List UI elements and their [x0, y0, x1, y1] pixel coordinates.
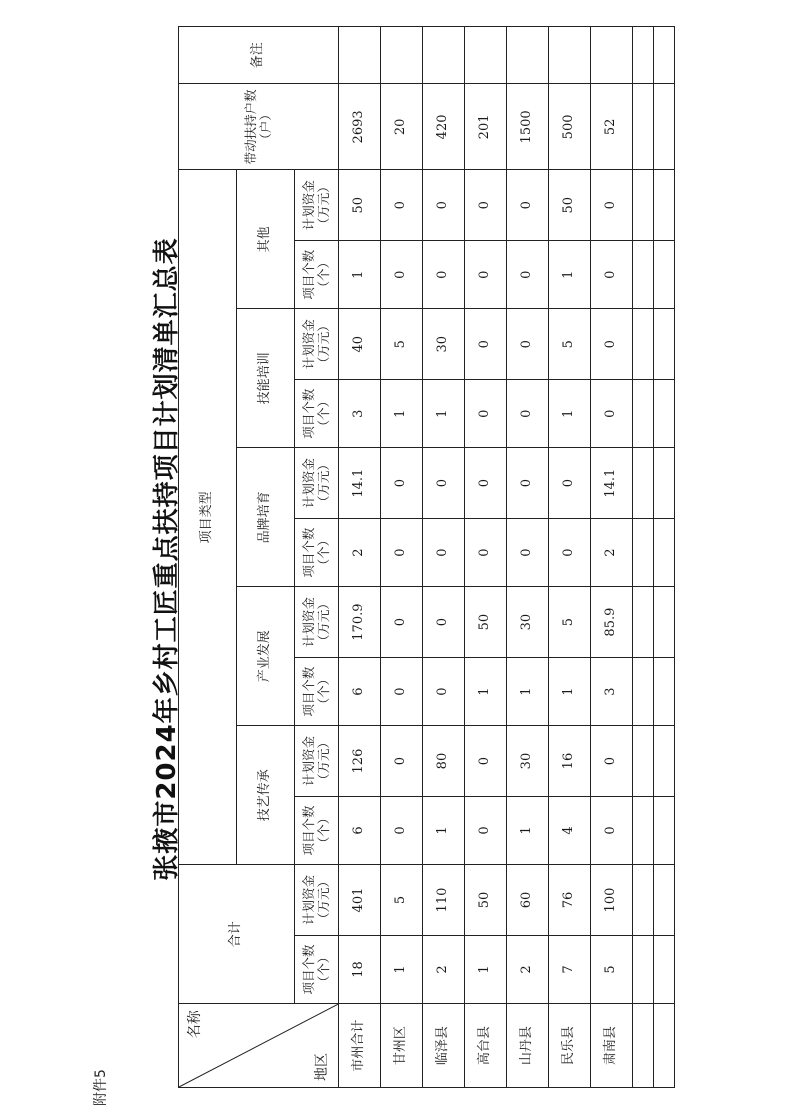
craft-fund-cell: 0 — [465, 726, 507, 797]
other-count-header: 项目个数（个） — [295, 241, 339, 309]
total-fund-cell: 5 — [381, 865, 423, 936]
brand-count-cell: 0 — [507, 518, 549, 586]
other-fund-cell: 50 — [549, 170, 591, 241]
industry-count-cell: 0 — [423, 657, 465, 725]
training-count-cell: 0 — [591, 379, 633, 447]
brand-fund-cell: 0 — [507, 448, 549, 519]
table-row — [591, 27, 633, 1088]
diagonal-header-cell — [179, 1004, 339, 1088]
craft-fund-cell: 0 — [591, 726, 633, 797]
brand-count-cell: 2 — [339, 518, 381, 586]
craft-count-cell: 0 — [465, 796, 507, 864]
training-fund-cell: 30 — [423, 309, 465, 380]
craft-count-cell: 1 — [507, 796, 549, 864]
category-header-craft: 技艺传承 — [237, 726, 295, 865]
region-cell: 市州合计 — [339, 1004, 381, 1088]
table-row — [381, 27, 423, 1088]
total-count-cell: 5 — [591, 935, 633, 1003]
craft-count-header: 项目个数（个） — [295, 796, 339, 864]
category-header-training: 技能培训 — [237, 309, 295, 448]
brand-count-cell: 0 — [549, 518, 591, 586]
other-count-cell: 1 — [549, 241, 591, 309]
total-fund-cell: 60 — [507, 865, 549, 936]
total-header: 合计 — [179, 865, 295, 1004]
training-count-cell: 1 — [423, 379, 465, 447]
other-fund-header: 计划资金（万元） — [295, 170, 339, 241]
table-row — [549, 27, 591, 1088]
craft-count-cell: 1 — [423, 796, 465, 864]
training-count-cell: 1 — [381, 379, 423, 447]
region-cell: 山丹县 — [507, 1004, 549, 1088]
total-count-cell: 18 — [339, 935, 381, 1003]
craft-count-cell: 6 — [339, 796, 381, 864]
industry-count-cell: 6 — [339, 657, 381, 725]
craft-fund-cell: 0 — [381, 726, 423, 797]
total-count-cell: 1 — [465, 935, 507, 1003]
table-row — [339, 27, 381, 1088]
total-count-cell: 1 — [381, 935, 423, 1003]
total-fund-cell: 50 — [465, 865, 507, 936]
training-count-header: 项目个数（个） — [295, 379, 339, 447]
table-body — [339, 27, 633, 1088]
industry-fund-cell: 0 — [423, 587, 465, 658]
region-cell: 肃南县 — [591, 1004, 633, 1088]
industry-count-cell: 3 — [591, 657, 633, 725]
category-header-other: 其他 — [237, 170, 295, 309]
craft-count-cell: 4 — [549, 796, 591, 864]
industry-count-header: 项目个数（个） — [295, 657, 339, 725]
total-fund-cell: 110 — [423, 865, 465, 936]
other-fund-cell: 0 — [507, 170, 549, 241]
region-cell: 临泽县 — [423, 1004, 465, 1088]
training-fund-cell: 5 — [381, 309, 423, 380]
region-label: 地区 — [313, 1053, 330, 1081]
notes-cell — [465, 27, 507, 84]
attachment-label: 附件5 — [93, 1069, 109, 1106]
total-count-cell: 2 — [423, 935, 465, 1003]
notes-cell — [339, 27, 381, 84]
table-row — [507, 27, 549, 1088]
craft-fund-cell: 80 — [423, 726, 465, 797]
region-cell: 甘州区 — [381, 1004, 423, 1088]
total-fund-cell: 401 — [339, 865, 381, 936]
brand-fund-cell: 0 — [465, 448, 507, 519]
total-fund-header: 计划资金（万元） — [295, 865, 339, 936]
brand-count-header: 项目个数（个） — [295, 518, 339, 586]
summary-table — [178, 26, 675, 1088]
industry-fund-cell: 30 — [507, 587, 549, 658]
notes-header: 备注 — [179, 27, 339, 84]
industry-count-cell: 1 — [507, 657, 549, 725]
other-fund-cell: 0 — [381, 170, 423, 241]
training-count-cell: 3 — [339, 379, 381, 447]
region-cell: 民乐县 — [549, 1004, 591, 1088]
total-count-cell: 2 — [507, 935, 549, 1003]
table-blank-rows — [633, 27, 675, 1088]
brand-fund-cell: 14.1 — [339, 448, 381, 519]
project-type-header: 项目类型 — [179, 170, 237, 865]
industry-count-cell: 1 — [549, 657, 591, 725]
table-row — [423, 27, 465, 1088]
total-fund-cell: 76 — [549, 865, 591, 936]
industry-fund-cell: 0 — [381, 587, 423, 658]
brand-fund-cell: 0 — [549, 448, 591, 519]
table-row — [465, 27, 507, 1088]
other-count-cell: 0 — [507, 241, 549, 309]
industry-fund-cell: 170.9 — [339, 587, 381, 658]
training-fund-cell: 0 — [591, 309, 633, 380]
training-count-cell: 1 — [549, 379, 591, 447]
table-header — [179, 27, 339, 1088]
industry-count-cell: 1 — [465, 657, 507, 725]
training-fund-cell: 40 — [339, 309, 381, 380]
training-fund-header: 计划资金（万元） — [295, 309, 339, 380]
page-title: 张掖市2024年乡村工匠重点扶持项目计划清单汇总表 — [152, 237, 182, 881]
brand-fund-cell: 0 — [381, 448, 423, 519]
households-cell: 420 — [423, 84, 465, 170]
households-header: 带动扶持户数（户） — [179, 84, 339, 170]
training-count-cell: 0 — [507, 379, 549, 447]
households-cell: 500 — [549, 84, 591, 170]
training-fund-cell: 0 — [465, 309, 507, 380]
other-count-cell: 0 — [381, 241, 423, 309]
households-cell: 52 — [591, 84, 633, 170]
other-count-cell: 1 — [339, 241, 381, 309]
brand-count-cell: 0 — [423, 518, 465, 586]
craft-fund-cell: 126 — [339, 726, 381, 797]
category-header-industry: 产业发展 — [237, 587, 295, 726]
brand-count-cell: 0 — [465, 518, 507, 586]
industry-fund-cell: 5 — [549, 587, 591, 658]
blank-row — [654, 27, 675, 1088]
other-fund-cell: 50 — [339, 170, 381, 241]
brand-fund-header: 计划资金（万元） — [295, 448, 339, 519]
total-count-cell: 7 — [549, 935, 591, 1003]
notes-cell — [423, 27, 465, 84]
households-cell: 1500 — [507, 84, 549, 170]
craft-count-cell: 0 — [591, 796, 633, 864]
households-cell: 2693 — [339, 84, 381, 170]
households-cell: 20 — [381, 84, 423, 170]
craft-fund-header: 计划资金（万元） — [295, 726, 339, 797]
brand-count-cell: 0 — [381, 518, 423, 586]
brand-count-cell: 2 — [591, 518, 633, 586]
craft-count-cell: 0 — [381, 796, 423, 864]
industry-fund-cell: 50 — [465, 587, 507, 658]
notes-cell — [507, 27, 549, 84]
training-count-cell: 0 — [465, 379, 507, 447]
blank-row — [633, 27, 654, 1088]
training-fund-cell: 0 — [507, 309, 549, 380]
other-count-cell: 0 — [423, 241, 465, 309]
category-header-brand: 品牌培育 — [237, 448, 295, 587]
brand-fund-cell: 0 — [423, 448, 465, 519]
industry-count-cell: 0 — [381, 657, 423, 725]
industry-fund-header: 计划资金（万元） — [295, 587, 339, 658]
training-fund-cell: 5 — [549, 309, 591, 380]
notes-cell — [549, 27, 591, 84]
total-count-header: 项目个数（个） — [295, 935, 339, 1003]
other-fund-cell: 0 — [591, 170, 633, 241]
industry-fund-cell: 85.9 — [591, 587, 633, 658]
craft-fund-cell: 16 — [549, 726, 591, 797]
notes-cell — [381, 27, 423, 84]
brand-fund-cell: 14.1 — [591, 448, 633, 519]
other-fund-cell: 0 — [465, 170, 507, 241]
other-count-cell: 0 — [465, 241, 507, 309]
households-cell: 201 — [465, 84, 507, 170]
total-fund-cell: 100 — [591, 865, 633, 936]
craft-fund-cell: 30 — [507, 726, 549, 797]
other-count-cell: 0 — [591, 241, 633, 309]
other-fund-cell: 0 — [423, 170, 465, 241]
name-label: 名称 — [187, 1010, 203, 1039]
notes-cell — [591, 27, 633, 84]
region-cell: 高台县 — [465, 1004, 507, 1088]
